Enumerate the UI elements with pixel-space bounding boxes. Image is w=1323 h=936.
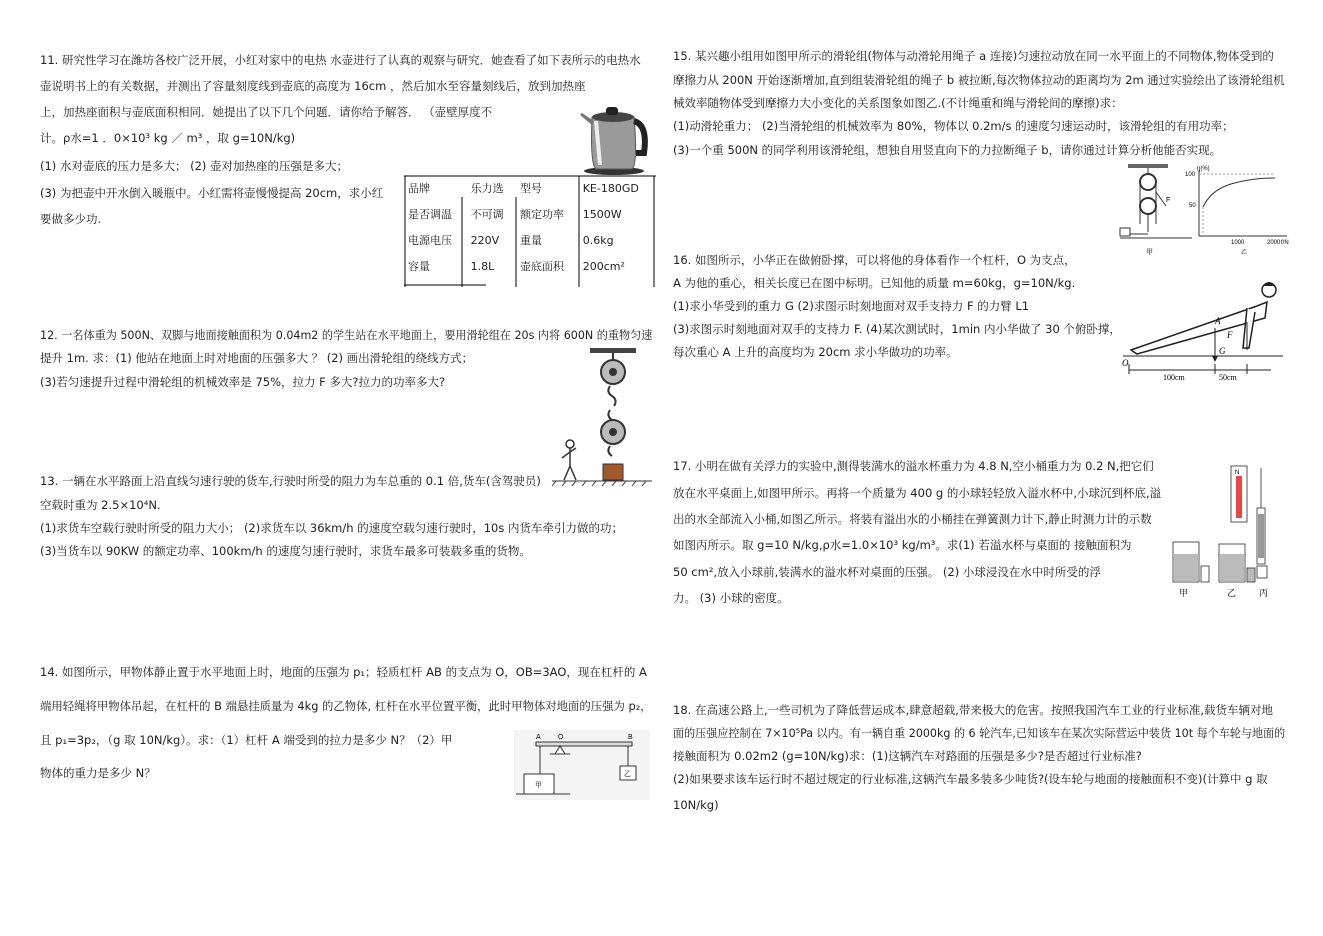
q18-line: (2)如果要求该车运行时不超过规定的行业标准,这辆汽车最多装多少吨货?(设车轮与地面的接触面积不变)(计算中 g 取 xyxy=(673,772,1268,786)
q15-line: 摩擦力从 200N 开始逐渐增加,直到组装滑轮组的绳子 b 被拉断,每次物体拉动的距离均为 2m 通过实验绘出了该滑轮组机 xyxy=(673,73,1285,87)
table-cell: 重量 xyxy=(520,234,543,247)
caption-jia: 甲 xyxy=(1146,249,1153,256)
table-cell: 220V xyxy=(470,233,500,247)
label-F: F xyxy=(1227,330,1233,340)
y-tick: 100 xyxy=(1185,172,1196,178)
pushup-figure xyxy=(1123,272,1283,384)
table-cell: 壶底面积 xyxy=(520,260,565,273)
label-G: G xyxy=(1219,346,1226,356)
q18-line: 10N/kg) xyxy=(673,798,719,812)
q11-line: 上，加热座面积与壶底面积相同．她提出了以下几个问题．请你给予解答． （壶壁厚度不 xyxy=(40,105,493,119)
q12-line: 12. 一名体重为 500N、双脚与地面接触面积为 0.04m2 的学生站在水平地面上，要用滑轮组在 20s 内将 600N 的重物匀速 xyxy=(40,328,653,342)
spec-table-borders xyxy=(404,175,656,287)
q11-line: (1) 水对壶底的压力是多大； (2) 壶对加热座的压强是多大； xyxy=(40,159,349,173)
q12-line: 提升 1m. 求：(1) 他站在地面上时对地面的压强多大 ？ (2) 画出滑轮组的绕线方式； xyxy=(40,351,474,365)
q17-line: 放在水平桌面上,如图甲所示。再将一个质量为 400 g 的小球轻轻放入溢水杯中,小球沉到杯底,溢 xyxy=(673,486,1162,500)
q17-line: 如图丙所示。取 g=10 N/kg,ρ水=1.0×10³ kg/m³。求(1) 若溢水杯与桌面的 接触面积为 xyxy=(673,538,1132,552)
q16-line: (1)求小华受到的重力 G (2)求图示时刻地面对双手支持力 F 的力臂 L1 xyxy=(673,299,1030,313)
kettle-image xyxy=(578,95,650,175)
pulley-figure xyxy=(552,348,652,488)
q13-line: (3)当货车以 90KW 的额定功率、100km/h 的速度匀速行驶时，求货车最多可装载多重的货物。 xyxy=(40,544,531,558)
table-cell: 是否调温 xyxy=(408,208,452,221)
q18-line: 接触面积为 0.02m2 (g=10N/kg)求：(1)这辆汽车对路面的压强是多少?是否超过行业标准? xyxy=(673,749,1142,763)
q15-line: 械效率随物体受到摩擦力大小变化的关系图象如图乙.(不计绳重和绳与滑轮间的摩擦)求： xyxy=(673,96,1123,110)
label-A: A xyxy=(1215,316,1221,326)
caption-yi: 乙 xyxy=(1227,588,1237,598)
caption-jia: 甲 xyxy=(1179,588,1189,598)
q17-line: 17. 小明在做有关浮力的实验中,测得装满水的溢水杯重力为 4.8 N,空小桶重力为 0.2 N,把它们 xyxy=(673,459,1154,473)
q17-line: 力。 (3) 小球的密度。 xyxy=(673,591,789,605)
q11-line: 计。ρ水=1 ．0×10³ kg ／ m³ ，取 g=10N/kg) xyxy=(40,131,296,145)
q12-line: (3)若匀速提升过程中滑轮组的机械效率是 75%，拉力 F 多大?拉力的功率多大? xyxy=(40,375,446,389)
q16-line: 每次重心 A 上升的高度均为 20cm 求小华做功的功率。 xyxy=(673,345,958,359)
q17-line: 出的水全部流入小桶,如图乙所示。将装有溢出水的小桶挂在弹簧测力计下,静止时测力计的示数 xyxy=(673,512,1152,526)
q14-line: 物体的重力是多少 N？ xyxy=(40,766,156,780)
q11-line: 要做多少功. xyxy=(40,212,102,226)
dim-100cm: 100cm xyxy=(1163,373,1185,382)
table-cell: KE-180GD xyxy=(582,181,639,195)
efficiency-chart xyxy=(1181,162,1293,258)
table-cell: 200cm² xyxy=(582,259,625,273)
label-jia: 甲 xyxy=(535,782,542,789)
q16-line: A 为他的重心，相关长度已在图中标明。已知他的质量 m=60kg，g=10N/kg. xyxy=(673,276,1076,290)
table-cell: 1500W xyxy=(582,207,622,221)
q15-line: 15. 某兴趣小组用如图甲所示的滑轮组(物体与动滑轮用绳子 a 连接)匀速拉动放在同一水平面上的不同物体,物体受到的 xyxy=(673,49,1274,63)
q15-line: (3)一个重 500N 的同学利用该滑轮组，想独自用竖直向下的力拉断绳子 b，请你通过计算分析他能否实现。 xyxy=(673,143,1222,157)
q17-line: 50 cm²,放入小球前,装满水的溢水杯对桌面的压强。 (2) 小球浸没在水中时所受的浮 xyxy=(673,565,1101,579)
x-tick: 2000 xyxy=(1267,240,1281,246)
q14-line: 且 p₁=3p₂，（g 取 10N/kg）。求：（1）杠杆 A 端受到的拉力是多少 N？（2）甲 xyxy=(40,733,453,747)
table-cell: 容量 xyxy=(408,260,430,273)
lever-figure xyxy=(514,730,650,800)
y-axis-label: η(%) xyxy=(1197,166,1210,172)
q14-line: 14. 如图所示，甲物体静止置于水平地面上时，地面的压强为 p₁；轻质杠杆 AB 的支点为 O，OB=3AO，现在杠杆的 A xyxy=(40,665,647,679)
x-unit: f/N xyxy=(1281,240,1289,246)
table-cell: 乐力选 xyxy=(470,182,504,195)
table-cell: 型号 xyxy=(520,182,543,195)
q13-line: 13. 一辆在水平路面上沿直线匀速行驶的货车,行驶时所受的阻力为车总重的 0.1 倍,货车(含驾驶员) xyxy=(40,474,541,488)
overflow-cup-figure xyxy=(1169,462,1285,602)
q15-line: (1)动滑轮重力； (2)当滑轮组的机械效率为 80%，物体以 0.2m/s 的速度匀速运动时，该滑轮组的有用功率； xyxy=(673,119,1234,133)
label-yi: 乙 xyxy=(624,771,631,778)
table-cell: 1.8L xyxy=(470,259,495,273)
caption-yi: 乙 xyxy=(1241,250,1248,256)
label-B: B xyxy=(628,734,633,741)
table-cell: 0.6kg xyxy=(582,233,614,247)
caption-bing: 丙 xyxy=(1259,588,1269,598)
q14-line: 端用轻绳将甲物体吊起，在杠杆的 B 端悬挂质量为 4kg 的乙物体, 杠杆在水平位置平衡，此时甲物体对地面的压强为 p₂， xyxy=(40,699,652,713)
q13-line: 空载时重为 2.5×10⁴N. xyxy=(40,498,161,512)
q11-line: (3) 为把壶中开水倒入暖瓶中。小红需将壶慢慢提高 20cm，求小红 xyxy=(40,186,384,200)
q11-line: 壶说明书上的有关数据，并测出了容量刻度线到壶底的高度为 16cm ，然后加水至容量刻线后，放到加热座 xyxy=(40,79,586,93)
label-O: O xyxy=(1122,358,1129,368)
x-tick: 1000 xyxy=(1231,240,1245,246)
q18-line: 18. 在高速公路上,一些司机为了降低营运成本,肆意超载,带来极大的危害。按照我国汽车工业的行业标准,载货车辆对地 xyxy=(673,703,1274,717)
q13-line: (1)求货车空载行驶时所受的阻力大小； (2)求货车以 36km/h 的速度空载匀速行驶时，10s 内货车牵引力做的功； xyxy=(40,521,623,535)
dim-50cm: 50cm xyxy=(1219,373,1237,382)
label-N: N xyxy=(1235,470,1240,476)
table-cell: 品牌 xyxy=(408,182,430,195)
y-tick: 50 xyxy=(1189,203,1196,209)
label-F: F xyxy=(1166,197,1171,204)
table-cell: 不可调 xyxy=(470,208,504,221)
q16-line: (3)求图示时刻地面对双手的支持力 F. (4)某次测试时，1min 内小华做了 30 个俯卧撑， xyxy=(673,322,1121,336)
label-A: A xyxy=(536,734,541,741)
label-O: O xyxy=(558,734,564,741)
q16-line: 16. 如图所示，小华正在做俯卧撑，可以将他的身体看作一个杠杆，O 为支点， xyxy=(673,253,1076,267)
q11-line: 11. 研究性学习在潍坊各校广泛开展，小红对家中的电热 水壶进行了认真的观察与研究．她查看了如下表所示的电热水 xyxy=(40,53,641,67)
q18-line: 面的压强应控制在 7×10⁵Pa 以内。有一辆自重 2000kg 的 6 轮汽车,已知该车在某次实际营运中装货 10t 每个车轮与地面的 xyxy=(673,726,1286,740)
table-cell: 额定功率 xyxy=(520,208,565,221)
table-cell: 电源电压 xyxy=(408,234,452,247)
